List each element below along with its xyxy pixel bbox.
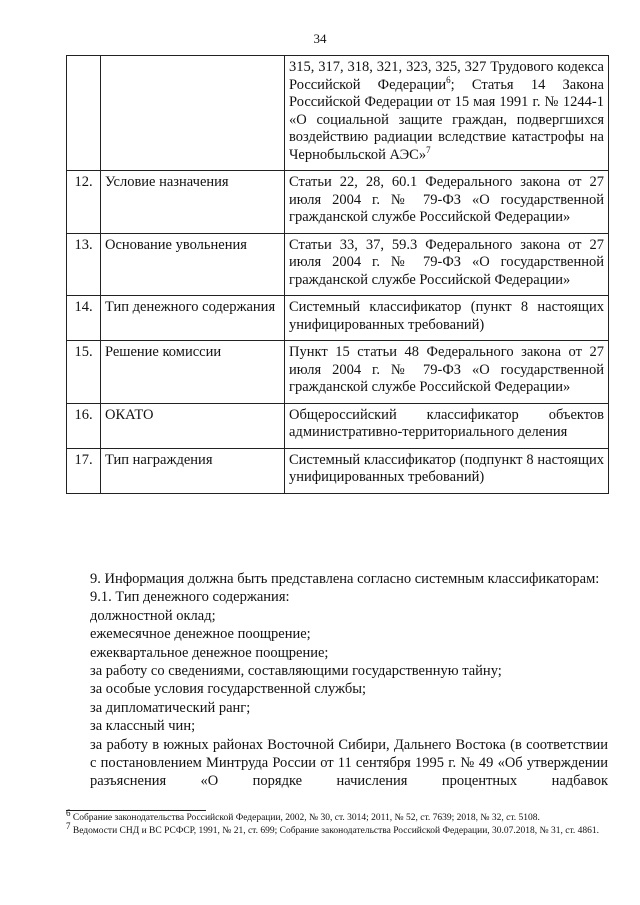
legal-source: Общероссийский классификатор объектов административно-территориального деления — [285, 403, 609, 448]
row-number: 17. — [67, 448, 101, 493]
page-number: 34 — [313, 31, 327, 46]
field-name: ОКАТО — [101, 403, 285, 448]
list-item: за работу в южных районах Восточной Сибири, Дальнего Востока (в соответствии с постановлением Минтруда России от 11 сентября 1995 г. № 49 «Об утверждении разъяснения «О порядке начисления процентных надбавок — [90, 736, 608, 790]
list-item: за работу со сведениями, составляющими государственную тайну; — [90, 663, 502, 680]
row-number: 15. — [67, 341, 101, 404]
field-name: Условие назначения — [101, 171, 285, 234]
footnote-mark-6: 6 — [446, 74, 451, 85]
subsection-9-1: 9.1. Тип денежного содержания: — [90, 589, 290, 606]
row-number-cell — [67, 56, 101, 171]
footnote — [66, 807, 608, 825]
requisites-table — [66, 55, 609, 494]
continuation-text-rest: ; Статья 14 Закона Российской Федерации от 15 мая 1991 г. № 1244-1 «О социальной защите граждан, подвергшихся воздействию радиации вследствие катастрофы на Чернобыльской АЭС» — [289, 76, 604, 163]
field-name: Основание увольнения — [101, 233, 285, 296]
paragraph-9: 9. Информация должна быть представлена согласно системным классификаторам: — [90, 571, 600, 587]
field-name-cell — [101, 56, 285, 171]
legal-source: Статьи 33, 37, 59.3 Федерального закона от 27 июля 2004 г. № 79-ФЗ «О государственной гражданской службе Российской Федерации» — [285, 233, 609, 296]
list-item: за особые условия государственной службы; — [90, 681, 367, 698]
row-number: 13. — [67, 233, 101, 296]
row-number: 14. — [67, 296, 101, 341]
legal-source: Пункт 15 статьи 48 Федерального закона от 27 июля 2004 г. № 79-ФЗ «О государственной гражданской службе Российской Федерации» — [285, 341, 609, 404]
table-row — [67, 403, 609, 448]
list-item: ежемесячное денежное поощрение; — [90, 626, 311, 643]
footnote-text: Собрание законодательства Российской Федерации, 2002, № 30, ст. 3014; 2011, № 52, ст. 7639; 2018, № 32, ст. 5108. — [72, 813, 540, 823]
footnote-divider — [66, 810, 206, 811]
table-row — [67, 296, 609, 341]
table-row — [67, 56, 609, 171]
table-row — [67, 448, 609, 493]
list-item: за классный чин; — [90, 718, 196, 735]
continuation-text: 315, 317, 318, 321, 323, 325, 327 Трудового кодекса Российской Федерации — [289, 59, 604, 93]
table-row — [67, 341, 609, 404]
footnote-number: 6 — [66, 807, 71, 818]
list-item: ежеквартальное денежное поощрение; — [90, 644, 329, 661]
source-cell — [285, 56, 609, 171]
footnote-text: Ведомости СНД и ВС РСФСР, 1991, № 21, ст. 699; Собрание законодательства Российской Федерации, 30.07.2018, № 31, ст. 4861. — [72, 825, 600, 836]
row-number: 16. — [67, 403, 101, 448]
footnote-mark-7: 7 — [426, 144, 431, 155]
row-number: 12. — [67, 171, 101, 234]
table-row — [67, 171, 609, 234]
body-text — [66, 570, 608, 791]
field-name: Тип награждения — [101, 448, 285, 493]
legal-source: Системный классификатор (подпункт 8 настоящих унифицированных требований) — [285, 448, 609, 493]
list-item: за дипломатический ранг; — [90, 699, 251, 716]
footnotes — [66, 807, 608, 837]
field-name: Тип денежного содержания — [101, 296, 285, 341]
footnote-number: 7 — [66, 820, 71, 831]
table-row — [67, 233, 609, 296]
list-item: должностной оклад; — [90, 607, 216, 624]
footnote — [66, 820, 608, 838]
field-name: Решение комиссии — [101, 341, 285, 404]
legal-source: Системный классификатор (пункт 8 настоящих унифицированных требований) — [285, 296, 609, 341]
legal-source: Статьи 22, 28, 60.1 Федерального закона от 27 июля 2004 г. № 79-ФЗ «О государственной гражданской службе Российской Федерации» — [285, 171, 609, 234]
